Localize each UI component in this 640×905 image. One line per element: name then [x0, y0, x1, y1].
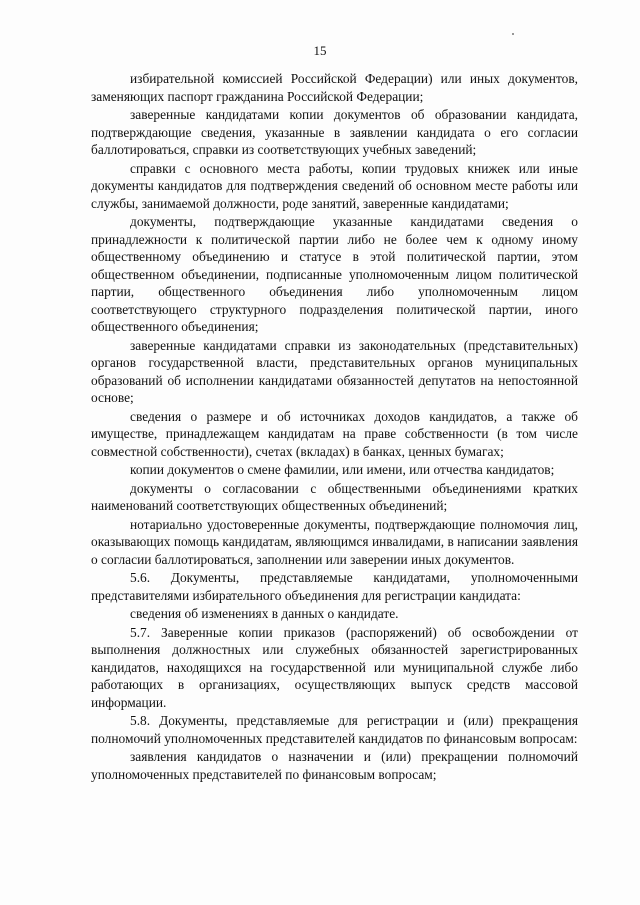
paragraph: нотариально удостоверенные документы, подтверждающие полномочия лиц, оказывающих помощь кандидатам, являющимся инвалидами, в написании заявления о согласии баллотироваться, заполнении или заверении иных документов.	[91, 516, 578, 567]
section-5-7-paragraph: 5.7. Заверенные копии приказов (распоряжений) об освобождении от выполнения должностных или служебных обязанностей зарегистрированных кандидатов, находящихся на государственной или муниципальной службе либо работающих в организациях, осуществляющих выпуск средств массовой информации.	[91, 624, 578, 710]
paragraph: заявления кандидатов о назначении и (или) прекращении полномочий уполномоченных представителей по финансовым вопросам;	[91, 749, 578, 782]
paragraph: заверенные кандидатами справки из законодательных (представительных) органов государственной власти, представительных органов муниципальных образований об исполнении кандидатами обязанностей депутатов на непостоянной основе;	[91, 337, 578, 405]
document-body	[91, 70, 578, 783]
section-5-8-heading: 5.8. Документы, представляемые для регистрации и (или) прекращения полномочий уполномоченных представителей кандидатов по финансовым вопросам:	[91, 713, 578, 746]
paragraph: сведения об изменениях в данных о кандидате.	[130, 606, 399, 621]
paragraph: заверенные кандидатами копии документов об образовании кандидата, подтверждающие сведения, указанные в заявлении кандидата о его согласии баллотироваться, справки из соответствующих учебных заведений;	[91, 107, 578, 157]
section-5-6-heading: 5.6. Документы, представляемые кандидатами, уполномоченными представителями избирательного объединения для регистрации кандидата:	[91, 570, 578, 603]
scan-speck	[512, 33, 514, 35]
paragraph: копии документов о смене фамилии, или имени, или отчества кандидатов;	[130, 462, 555, 477]
page-number: 15	[313, 43, 327, 58]
paragraph: документы, подтверждающие указанные кандидатами сведения о принадлежности к политической партии либо не более чем к одному иному общественному объединению и статусе в этой политической партии, этом общественном объединении, подписанные уполномоченным лицом политической партии, общественного объединения либо уполномоченным лицом соответствующего структурного подразделения политической партии, иного общественного объединения;	[91, 214, 578, 334]
paragraph: избирательной комиссией Российской Федерации) или иных документов, заменяющих паспорт гражданина Российской Федерации;	[91, 71, 578, 104]
paragraph: сведения о размере и об источниках доходов кандидатов, а также об имуществе, принадлежащем кандидатам на праве собственности (в том числе совместной собственности), счетах (вкладах) в банках, ценных бумагах;	[91, 408, 578, 459]
paragraph: документы о согласовании с общественными объединениями кратких наименований соответствующих общественных объединений;	[91, 480, 578, 513]
paragraph: справки с основного места работы, копии трудовых книжек или иные документы кандидатов для подтверждения сведений об основном месте работы или службы, занимаемой должности, роде занятий, заверенные кандидатами;	[91, 160, 578, 211]
